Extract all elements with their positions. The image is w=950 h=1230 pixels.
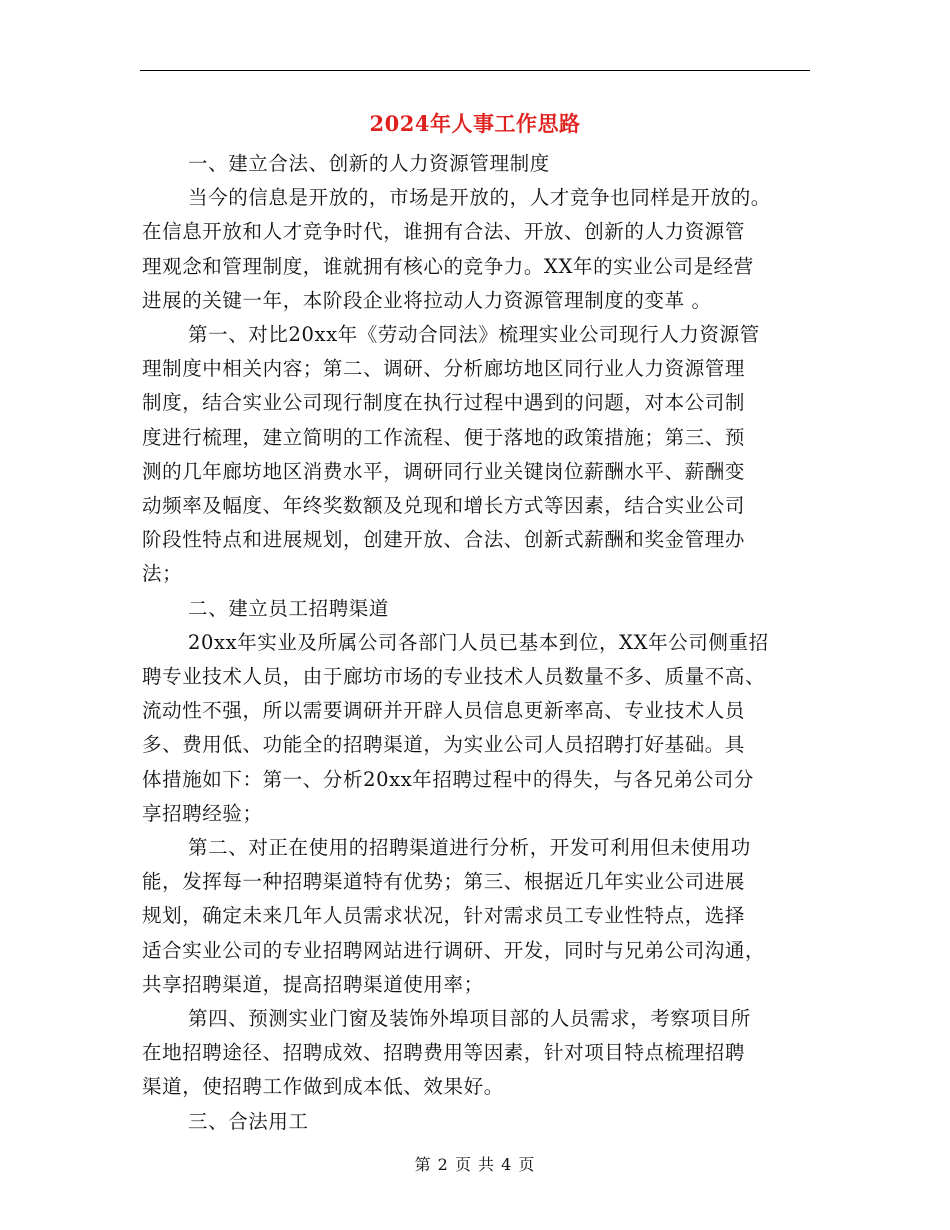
paragraph-line: 制度，结合实业公司现行制度在执行过程中遇到的问题，对本公司制 [142,391,746,415]
paragraph-line: 聘专业技术人员，由于廊坊市场的专业技术人员数量不多、质量不高、 [142,665,766,688]
paragraph-line: 能，发挥每一种招聘渠道特有优势；第三、根据近几年实业公司进展 [142,870,746,894]
paragraph-line: 动频率及幅度、年终奖数额及兑现和增长方式等因素，结合实业公司 [142,494,746,517]
section-heading-1: 一、建立合法、创新的人力资源管理制度 [188,152,550,175]
paragraph-line: 第一、对比20xx年《劳动合同法》梳理实业公司现行人力资源管 [188,323,760,346]
paragraph-line: 渠道，使招聘工作做到成本低、效果好。 [142,1075,504,1099]
paragraph-line: 第二、对正在使用的招聘渠道进行分析，开发可利用但未使用功 [188,836,751,859]
paragraph-line: 理制度中相关内容；第二、调研、分析廊坊地区同行业人力资源管理 [142,357,746,381]
paragraph-line: 在地招聘途径、招聘成效、招聘费用等因素，针对项目特点梳理招聘 [142,1041,746,1065]
section-heading-3: 三、合法用工 [188,1109,309,1133]
paragraph-line: 共享招聘渠道，提高招聘渠道使用率； [142,972,484,996]
document-title: 2024年人事工作思路 [369,111,581,136]
section-heading-2: 二、建立员工招聘渠道 [188,596,390,620]
paragraph-line: 法； [142,562,183,586]
paragraph-line: 体措施如下：第一、分析20xx年招聘过程中的得失，与各兄弟公司分 [142,767,755,791]
paragraph-line: 适合实业公司的专业招聘网站进行调研、开发，同时与兄弟公司沟通， [142,938,766,962]
paragraph-line: 阶段性特点和进展规划，创建开放、合法、创新式薪酬和奖金管理办 [142,528,746,552]
paragraph-line: 在信息开放和人才竞争时代，谁拥有合法、开放、创新的人力资源管 [142,220,746,244]
paragraph-line: 20xx年实业及所属公司各部门人员已基本到位，XX年公司侧重招 [188,630,769,654]
paragraph-line: 多、费用低、功能全的招聘渠道，为实业公司人员招聘打好基础。具 [142,733,746,757]
paragraph-line: 流动性不强，所以需要调研并开辟人员信息更新率高、专业技术人员 [142,699,746,723]
paragraph-line: 测的几年廊坊地区消费水平，调研同行业关键岗位薪酬水平、薪酬变 [142,459,746,483]
paragraph-line: 度进行梳理，建立简明的工作流程、便于落地的政策措施；第三、预 [142,425,746,449]
header-rule [140,70,810,71]
paragraph-line: 进展的关键一年，本阶段企业将拉动人力资源管理制度的变革 。 [142,288,712,312]
page-footer: 第 2 页 共 4 页 [414,1155,536,1174]
paragraph-line: 享招聘经验； [142,801,263,825]
paragraph-line: 第四、预测实业门窗及装饰外埠项目部的人员需求，考察项目所 [188,1007,751,1030]
paragraph-line: 当今的信息是开放的，市场是开放的，人才竞争也同样是开放的。 [188,186,771,210]
paragraph-line: 理观念和管理制度，谁就拥有核心的竞争力。XX年的实业公司是经营 [142,254,754,278]
paragraph-line: 规划，确定未来几年人员需求状况，针对需求员工专业性特点，选择 [142,904,746,928]
